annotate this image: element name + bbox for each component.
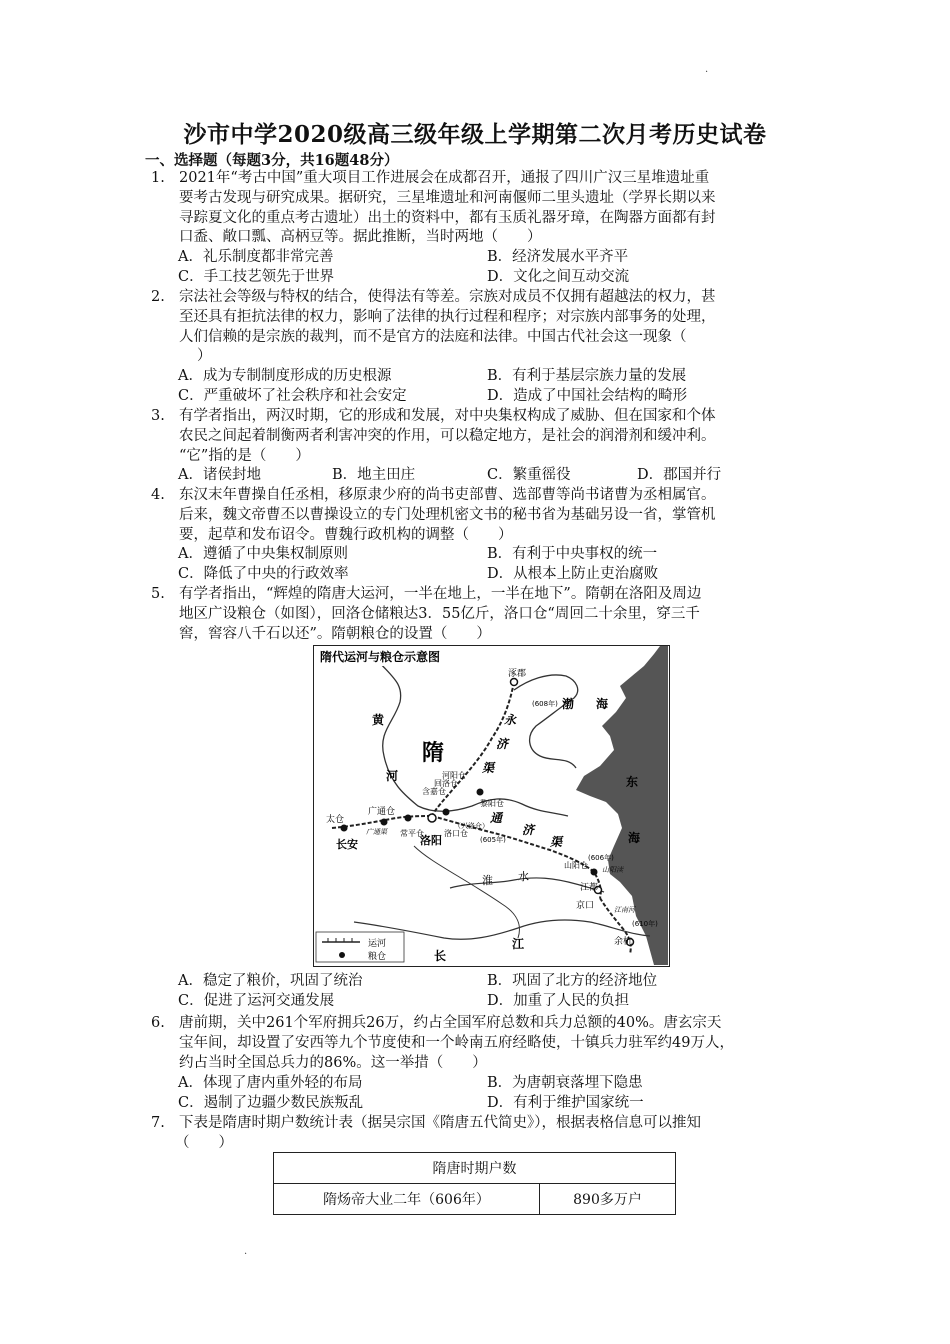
stray-dot: . <box>705 64 709 75</box>
option-d[interactable]: D．郡国并行 <box>637 467 722 483</box>
stem-line: 口盉、敞口瓢、高柄豆等。据此推断，当时两地（ ） <box>179 229 542 246</box>
question-number: 6. <box>151 1015 165 1031</box>
granary-huiluo <box>443 809 450 816</box>
table-row <box>274 1184 676 1215</box>
granary-guangtong <box>381 819 388 826</box>
question-stem <box>175 1114 811 1154</box>
question-5 <box>151 585 811 644</box>
legend-granary-label: 粮仓 <box>368 952 387 962</box>
option-b[interactable]: B．为唐朝衰落埋下隐患 <box>487 1075 643 1091</box>
option-a[interactable]: A．稳定了粮价，巩固了统治 <box>178 973 363 989</box>
section-heading: 一、选择题（每题3分，共16题48分） <box>145 152 399 169</box>
label-sui: 隋 <box>422 741 445 766</box>
question-number: 1. <box>151 170 165 186</box>
yellow-river <box>374 656 568 816</box>
label-xingluocang: （兴洛仓） <box>454 822 489 830</box>
question-number: 4. <box>151 487 165 503</box>
granary-changan <box>341 825 348 832</box>
label-yr605: (605年) <box>480 836 506 844</box>
option-a[interactable]: A．礼乐制度都非常完善 <box>178 249 334 265</box>
label-dong: 东 <box>626 775 639 789</box>
stray-dot: . <box>244 1246 248 1257</box>
option-d[interactable]: D．文化之间互动交流 <box>487 269 630 285</box>
option-a[interactable]: A．诸侯封地 <box>178 467 261 483</box>
label-hai: 海 <box>628 831 641 845</box>
question-3 <box>151 407 811 466</box>
question-stem <box>179 169 811 248</box>
label-shui: 水 <box>518 870 529 883</box>
legend-canal-label: 运河 <box>368 939 387 949</box>
label-qu1: 渠 <box>482 761 495 775</box>
label-yuhang: 余杭 <box>614 937 633 947</box>
stem-line: 农民之间起着制衡两者利害冲突的作用，可以稳定地方，是社会的润滑剂和缓冲利。 <box>179 427 716 444</box>
question-1 <box>151 169 811 248</box>
option-b[interactable]: B．有利于基层宗族力量的发展 <box>487 368 687 384</box>
label-jiangnanhe: 江南河 <box>614 906 635 914</box>
label-jiang: 江 <box>512 937 525 951</box>
label-luoyang: 洛阳 <box>420 834 442 847</box>
option-b[interactable]: B．有利于中央事权的统一 <box>487 546 658 562</box>
label-chang: 长 <box>434 949 447 963</box>
stem-line: 宝年间，却设置了安西等九个节度使和一个岭南五府经略使，十镇兵力驻军约49万人， <box>179 1034 734 1051</box>
question-number: 7. <box>151 1115 165 1131</box>
label-hanjiacang: 含嘉仓 <box>422 787 446 796</box>
label-huai: 淮 <box>482 874 493 887</box>
option-c[interactable]: C．手工技艺领先于世界 <box>178 269 335 285</box>
option-a[interactable]: A．体现了唐内重外轻的布局 <box>178 1075 363 1091</box>
stem-line: 地区广设粮仓（如图），回洛仓储粮达3．55亿斤，洛口仓“周回二十余里，穿三千 <box>179 605 700 622</box>
label-jiangdu: 江都 <box>580 883 599 893</box>
stem-line: 唐前期，关中261个军府拥兵26万，约占全国军府总数和兵力总额的40%。唐玄宗天 <box>179 1015 722 1031</box>
stem-line: 有学者指出，“辉煌的隋唐大运河，一半在地上，一半在地下”。隋朝在洛阳及周边 <box>179 586 702 602</box>
label-guangtongcang: 广通仓 <box>368 807 396 817</box>
option-b[interactable]: B．地主田庄 <box>332 467 416 483</box>
label-heyangcang: 河阳仓 <box>442 771 466 780</box>
option-d[interactable]: D．造成了中国社会结构的畸形 <box>487 388 688 404</box>
canal-granary-map <box>313 645 670 967</box>
bohai-coast <box>514 675 578 768</box>
label-huang: 黄 <box>372 713 385 727</box>
han-river <box>414 846 519 938</box>
question-number: 5. <box>151 586 165 602</box>
stem-line: 东汉末年曹操自任丞相，移原隶少府的尚书吏部曹、选部曹等尚书诸曹为丞相属官。 <box>179 487 716 503</box>
option-d[interactable]: D．从根本上防止吏治腐败 <box>487 566 659 582</box>
option-b[interactable]: B．巩固了北方的经济地位 <box>487 973 658 989</box>
option-c[interactable]: C．降低了中央的行政效率 <box>178 566 349 582</box>
stem-line: “它”指的是（ ） <box>179 447 310 464</box>
label-yong: 永 <box>504 713 517 727</box>
question-number: 2. <box>151 289 165 305</box>
question-4 <box>151 486 811 545</box>
label-bohai1: 渤 <box>562 697 575 711</box>
table-cell-period: 隋炀帝大业二年（606年） <box>274 1184 540 1215</box>
label-huiluocang: 回洛仓 <box>434 779 458 788</box>
option-c[interactable]: C．繁重徭役 <box>487 467 571 483</box>
table-cell-households: 890多万户 <box>540 1184 676 1215</box>
table-header: 隋唐时期户数 <box>274 1153 676 1184</box>
label-ji1: 济 <box>496 737 509 751</box>
map-title: 隋代运河与粮仓示意图 <box>320 650 441 664</box>
label-changpingcang: 常平仓 <box>400 829 424 838</box>
map-legend <box>316 932 404 962</box>
city-zhuojun <box>511 679 518 686</box>
option-b[interactable]: B．经济发展水平齐平 <box>487 249 629 265</box>
stem-line: 窖，窖容八千石以还”。隋朝粮仓的设置（ ） <box>179 625 491 642</box>
label-taicang: 太仓 <box>326 815 345 825</box>
question-7 <box>151 1114 811 1154</box>
option-a[interactable]: A．成为专制制度形成的历史根源 <box>178 368 392 384</box>
question-stem <box>179 1014 811 1073</box>
granary-luoyang <box>428 814 436 822</box>
label-he: 河 <box>386 769 399 783</box>
label-yr610: (610年) <box>632 920 658 928</box>
option-c[interactable]: C．促进了运河交通发展 <box>178 993 335 1009</box>
household-table <box>273 1152 676 1215</box>
granary-shanyang <box>591 869 598 876</box>
question-6 <box>151 1014 811 1073</box>
label-zhuojun: 涿郡 <box>508 669 527 679</box>
label-changan: 长安 <box>336 838 358 851</box>
option-d[interactable]: D．加重了人民的负担 <box>487 993 630 1009</box>
question-stem <box>179 585 811 644</box>
question-2 <box>151 288 811 367</box>
question-number: 3. <box>151 408 165 424</box>
label-ji2: 济 <box>522 823 535 837</box>
stem-line: （ ） <box>175 1134 233 1151</box>
stem-line: 人们信赖的是宗族的裁判，而不是官方的法庭和法律。中国古代社会这一现象（ <box>179 328 687 345</box>
label-yr606: (606年) <box>588 854 614 862</box>
option-d[interactable]: D．有利于维护国家统一 <box>487 1095 644 1111</box>
label-luokoucang: 洛口仓 <box>444 829 468 838</box>
granary-liyang <box>477 789 484 796</box>
stem-line: 约占当时全国总兵力的86%。这一举措（ ） <box>179 1054 487 1071</box>
stem-line: 后来，魏文帝曹丕以曹操设立的专门处理机密文书的秘书省为基础另设一省，掌管机 <box>179 506 716 523</box>
label-jingkou: 京口 <box>576 901 595 911</box>
stem-line: ） <box>197 348 212 365</box>
stem-line: 2021年“考古中国”重大项目工作进展会在成都召开，通报了四川广汉三星堆遗址重 <box>179 170 710 186</box>
label-liyangcang: 黎阳仓 <box>480 799 504 808</box>
question-stem <box>179 486 811 545</box>
east-sea-shading <box>576 646 668 965</box>
label-shanyangcang: 山阳仓 <box>564 861 588 870</box>
option-a[interactable]: A．遵循了中央集权制原则 <box>178 546 348 562</box>
stem-line: 要考古发现与研究成果。据研究，三星堆遗址和河南偃师二里头遗址（学界长期以来 <box>179 189 716 206</box>
page-title: 沙市中学2020级高三级年级上学期第二次月考历史试卷 <box>183 121 767 148</box>
stem-line: 至还具有拒抗法律的权力，影响了法律的执行过程和程序；对宗族内部事务的处理， <box>179 308 716 325</box>
option-c[interactable]: C．严重破坏了社会秩序和社会安定 <box>178 388 407 404</box>
label-yr608: (608年) <box>532 700 558 708</box>
granary-changping <box>405 815 412 822</box>
stem-line: 宗法社会等级与特权的结合，使得法有等差。宗族对成员不仅拥有超越法的权力，甚 <box>179 289 716 305</box>
label-tong: 通 <box>490 811 503 825</box>
question-stem <box>179 288 811 367</box>
label-guangtongqu: 广通渠 <box>366 828 387 836</box>
option-c[interactable]: C．遏制了边疆少数民族叛乱 <box>178 1095 364 1111</box>
stem-line: 有学者指出，两汉时期，它的形成和发展，对中央集权构成了威胁、但在国家和个体 <box>179 408 716 424</box>
stem-line: 寻踪夏文化的重点考古遗址）出土的资料中，都有玉质礼器牙璋，在陶器方面都有封 <box>179 209 716 226</box>
label-shanyangdu: 山阳渎 <box>602 866 623 874</box>
label-bohai2: 海 <box>596 697 609 711</box>
label-qu2: 渠 <box>550 835 563 849</box>
question-stem <box>179 407 811 466</box>
stem-line: 下表是隋唐时期户数统计表（据吴宗国《隋唐五代简史》），根据表格信息可以推知 <box>179 1115 701 1131</box>
stem-line: 要，起草和发布诏令。曹魏行政机构的调整（ ） <box>179 526 513 543</box>
